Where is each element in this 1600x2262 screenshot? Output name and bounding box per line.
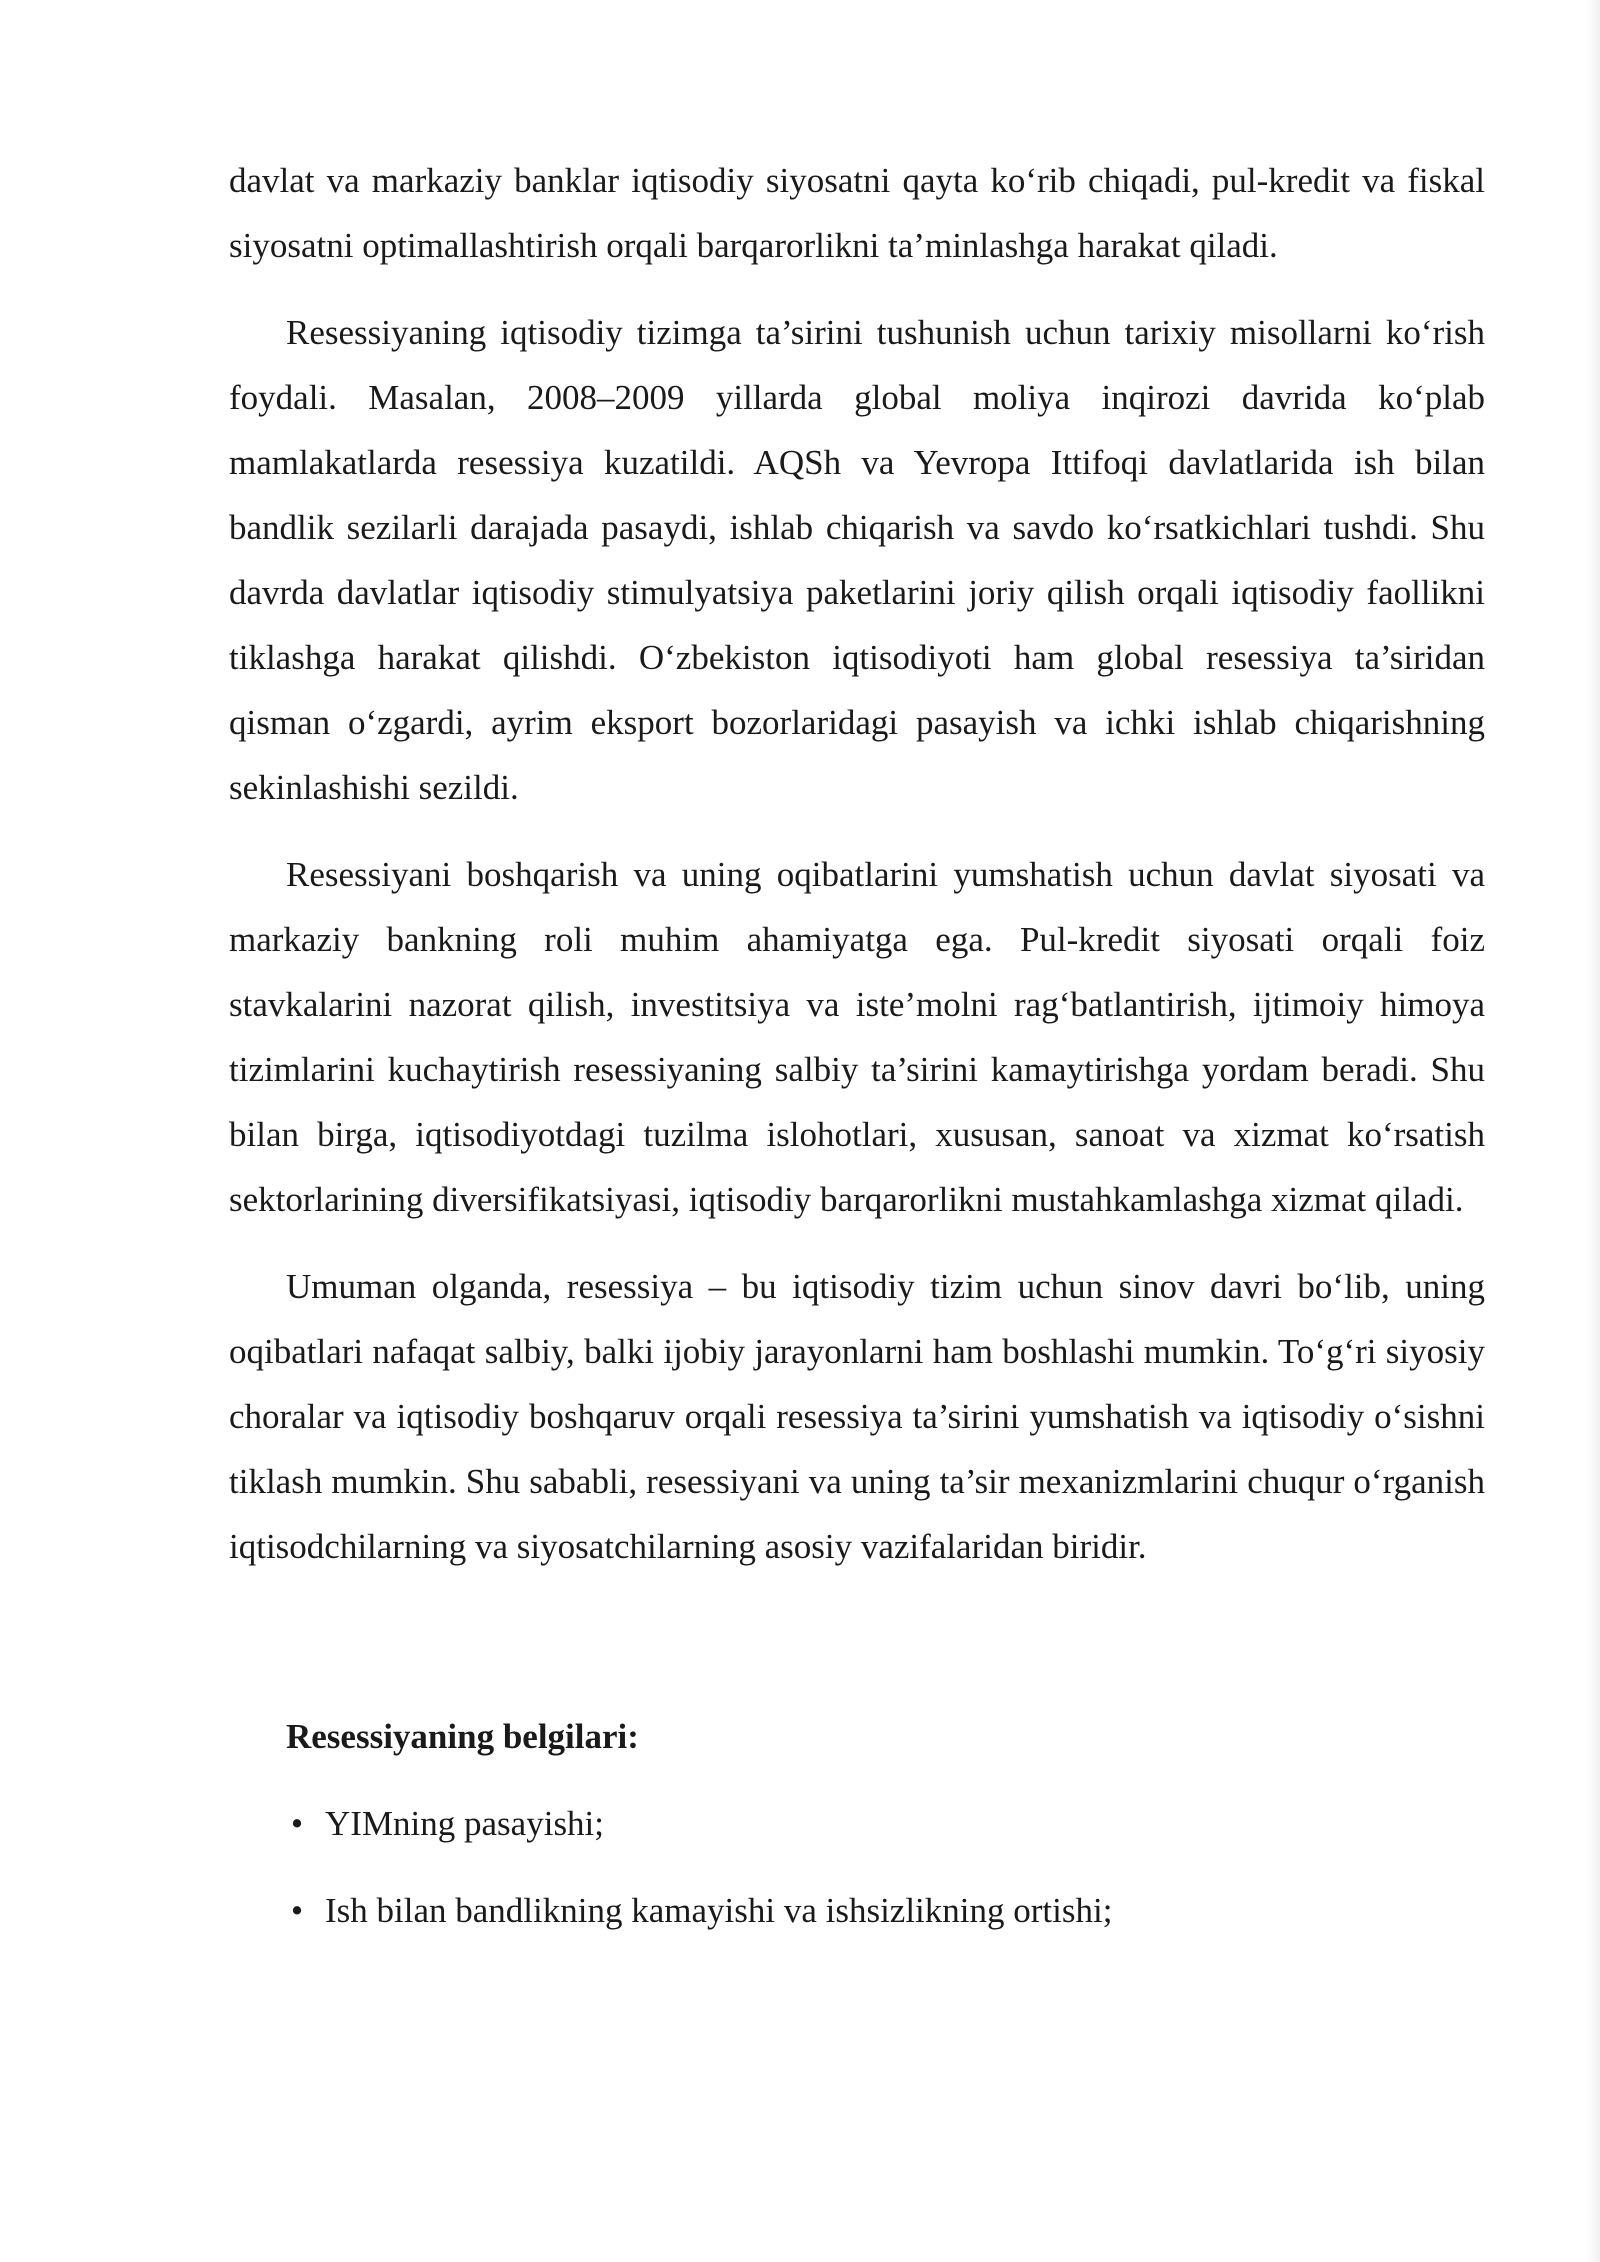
list-item [229,1791,1485,1856]
document-body [229,148,1485,1965]
list-item-text: YIMning pasayishi; [325,1804,605,1843]
paragraph-historical-examples: Resessiyaning iqtisodiy tizimga ta’sirini tushunish uchun tarixiy misollarni ko‘rish foydali. Masalan, 2008–2009 yillarda global moliya inqirozi davrida ko‘plab mamlakatlarda resessiya kuzatildi. AQSh va Yevropa Ittifoqi davlatlarida ish bilan bandlik sezilarli darajada pasaydi, ishlab chiqarish va savdo ko‘rsatkichlari tushdi. Shu davrda davlatlar iqtisodiy stimulyatsiya paketlarini joriy qilish orqali iqtisodiy faollikni tiklashga harakat qilishdi. O‘zbekiston iqtisodiyoti ham global resessiya ta’siridan qisman o‘zgardi, ayrim eksport bozorlaridagi pasayish va ichki ishlab chiqarishning sekinlashishi sezildi. [229,313,1485,807]
paragraph-conclusion: Umuman olganda, resessiya – bu iqtisodiy tizim uchun sinov davri bo‘lib, uning oqibatlari nafaqat salbiy, balki ijobiy jarayonlarni ham boshlashi mumkin. To‘g‘ri siyosiy choralar va iqtisodiy boshqaruv orqali resessiya ta’sirini yumshatish va iqtisodiy o‘sishni tiklash mumkin. Shu sababli, resessiyani va uning ta’sir mexanizmlarini chuqur o‘rganish iqtisodchilarning va siyosatchilarning asosiy vazifalaridan biridir. [229,1267,1485,1566]
page-edge-shadow [1586,0,1600,2262]
bullet-icon: • [290,1891,304,1930]
list-item-text: Ish bilan bandlikning kamayishi va ishsizlikning ortishi; [325,1891,1113,1930]
paragraph-continuation: davlat va markaziy banklar iqtisodiy siyosatni qayta ko‘rib chiqadi, pul-kredit va fiskal siyosatni optimallashtirish orqali barqarorlikni ta’minlashga harakat qiladi. [229,161,1485,265]
bullet-icon: • [290,1804,304,1843]
list-item [229,1878,1485,1943]
section-heading: Resessiyaning belgilari: [286,1717,639,1756]
paragraph-policy-role: Resessiyani boshqarish va uning oqibatlarini yumshatish uchun davlat siyosati va markaziy bankning roli muhim ahamiyatga ega. Pul-kredit siyosati orqali foiz stavkalarini nazorat qilish, investitsiya va iste’molni rag‘batlantirish, ijtimoiy himoya tizimlarini kuchaytirish resessiyaning salbiy ta’sirini kamaytirishga yordam beradi. Shu bilan birga, iqtisodiyotdagi tuzilma islohotlari, xususan, sanoat va xizmat ko‘rsatish sektorlarining diversifikatsiyasi, iqtisodiy barqarorlikni mustahkamlashga xizmat qiladi. [229,855,1485,1219]
bullet-list [229,1791,1485,1943]
